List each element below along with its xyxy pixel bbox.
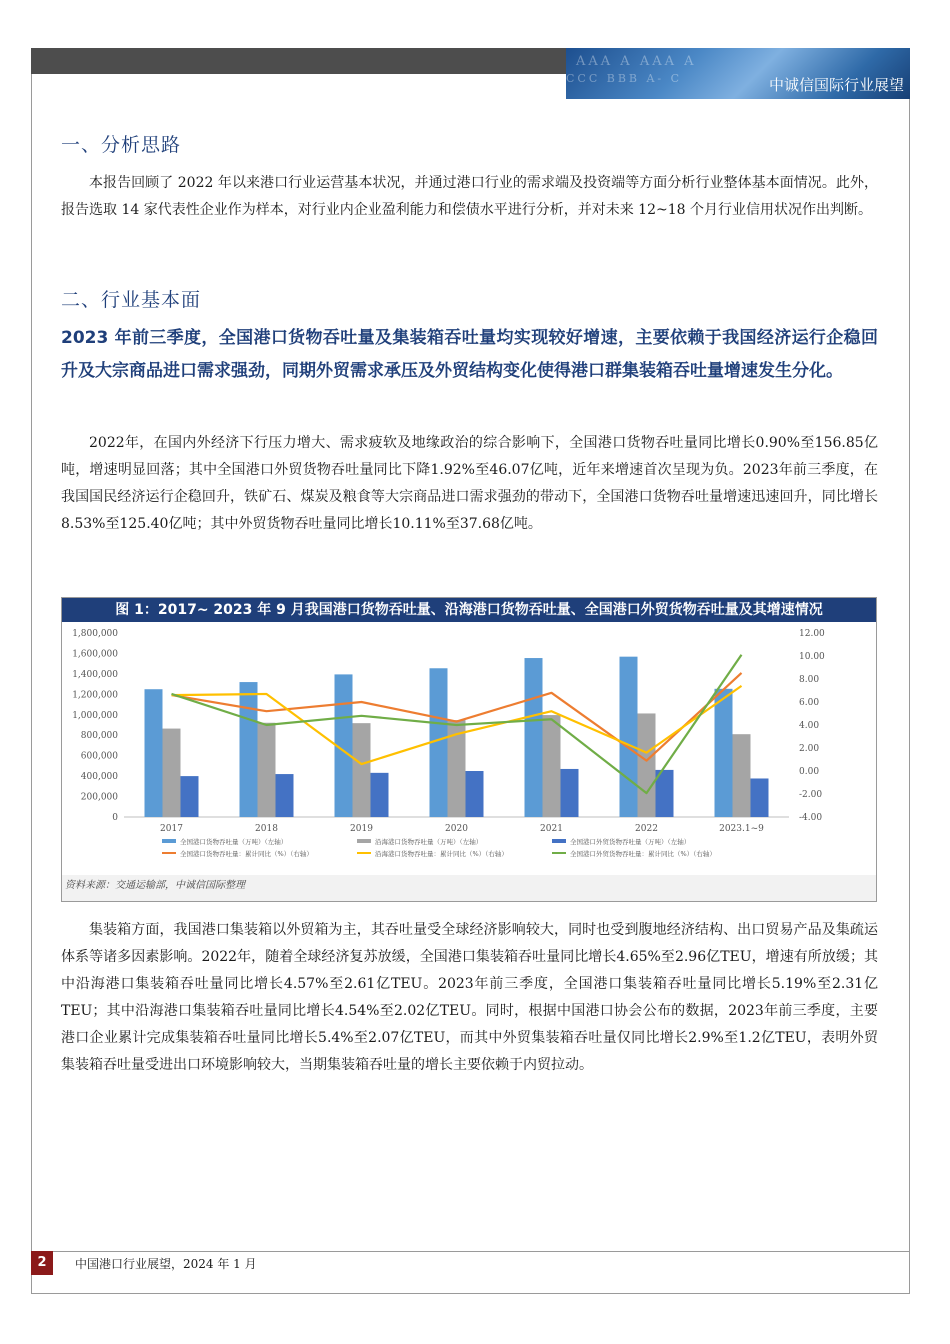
banner-decoration-2: CCC BBB A- C	[566, 72, 683, 85]
figure-source: 资料来源：交通运输部，中诚信国际整理	[62, 875, 876, 901]
figure-chart	[62, 622, 876, 875]
left-axis-tick-label: 1,600,000	[72, 649, 118, 660]
legend-label: 全国港口外贸货物吞吐量：累计同比（%）（右轴）	[570, 850, 716, 858]
bar	[466, 771, 484, 817]
left-axis-tick-label: 1,000,000	[72, 710, 118, 721]
bar	[276, 774, 294, 817]
left-axis-tick-label: 400,000	[80, 772, 118, 783]
right-axis-tick-label: 0.00	[799, 767, 820, 777]
left-axis-tick-label: 800,000	[80, 731, 118, 742]
bar	[145, 689, 163, 817]
x-axis-tick-label: 2022	[635, 824, 658, 834]
bar	[715, 689, 733, 817]
legend-label: 沿海港口货物吞吐量：累计同比（%）（右轴）	[375, 850, 508, 858]
right-axis-tick-label: 6.00	[799, 698, 820, 708]
x-axis-tick-label: 2019	[350, 824, 373, 834]
left-axis-tick-label: 200,000	[80, 792, 118, 803]
page-number: 2	[31, 1251, 53, 1275]
figure-title: 图 1：2017~ 2023 年 9 月我国港口货物吞吐量、沿海港口货物吞吐量、全国港口外贸货物吞吐量及其增速情况	[62, 598, 876, 622]
x-axis-tick-label: 2020	[445, 824, 468, 834]
right-axis-tick-label: -4.00	[799, 813, 823, 823]
legend-swatch	[552, 839, 566, 843]
x-axis-tick-label: 2018	[255, 824, 278, 834]
bar	[733, 734, 751, 817]
legend-swatch	[357, 839, 371, 843]
x-axis-tick-label: 2023.1~9	[719, 824, 764, 834]
left-axis-tick-label: 600,000	[80, 751, 118, 762]
footer-divider	[53, 1251, 910, 1252]
banner-decoration: AAA A AAA A	[576, 54, 697, 69]
left-axis-tick-label: 1,200,000	[72, 690, 118, 701]
footer-text: 中国港口行业展望，2024 年 1 月	[75, 1257, 257, 1271]
left-axis-tick-label: 1,400,000	[72, 669, 118, 680]
section-2-paragraph-1: 2022年，在国内外经济下行压力增大、需求疲软及地缘政治的综合影响下，全国港口货物吞吐量同比增长0.90%至156.85亿吨，增速明显回落；其中全国港口外贸货物吞吐量同比下降1.92%至46.07亿吨，近年来增速首次呈现为负。2023年前三季度，在我国国民经济运行企稳回升，铁矿石、煤炭及粮食等大宗商品进口需求强劲的带动下，全国港口货物吞吐量增速迅速回升，同比增长8.53%至125.40亿吨；其中外贸货物吞吐量同比增长10.11%至37.68亿吨。	[61, 435, 878, 532]
right-axis-tick-label: 2.00	[799, 744, 820, 754]
figure-1	[61, 597, 877, 902]
right-axis-tick-label: 12.00	[799, 629, 825, 639]
banner-title: 中诚信国际行业展望	[768, 76, 904, 94]
section-2-lead: 2023 年前三季度，全国港口货物吞吐量及集装箱吞吐量均实现较好增速，主要依赖于我国经济运行企稳回升及大宗商品进口需求强劲，同期外贸需求承压及外贸结构变化使得港口群集装箱吞吐量增速发生分化。	[61, 328, 878, 381]
bar	[620, 657, 638, 817]
bar	[181, 776, 199, 817]
left-axis-tick-label: 0	[112, 813, 118, 823]
legend-label: 全国港口货物吞吐量：累计同比（%）（右轴）	[180, 850, 313, 858]
legend-label: 全国港口货物吞吐量（万吨）（左轴）	[180, 838, 288, 846]
bar	[240, 682, 258, 817]
legend-swatch	[162, 839, 176, 843]
bar	[751, 778, 769, 817]
bar	[163, 729, 181, 817]
legend-label: 全国港口外贸货物吞吐量（万吨）（左轴）	[570, 838, 691, 846]
section-1-title: 一、分析思路	[61, 134, 182, 156]
legend-label: 沿海港口货物吞吐量（万吨）（左轴）	[375, 838, 483, 846]
bar	[638, 713, 656, 817]
section-2-paragraph-2: 集装箱方面，我国港口集装箱以外贸箱为主，其吞吐量受全球经济影响较大，同时也受到腹地经济结构、出口贸易产品及集疏运体系等诸多因素影响。2022年，随着全球经济复苏放缓，全国港口集装箱吞吐量同比增长4.65%至2.96亿TEU，增速有所放缓；其中沿海港口集装箱吞吐量同比增长4.57%至2.61亿TEU。2023年前三季度，全国港口集装箱吞吐量同比增长5.19%至2.31亿TEU；其中沿海港口集装箱吞吐量同比增长4.54%至2.02亿TEU。同时，根据中国港口协会公布的数据，2023年前三季度，主要港口企业累计完成集装箱吞吐量同比增长5.4%至2.07亿TEU，而其中外贸集装箱吞吐量仅同比增长2.9%至1.2亿TEU，表明外贸集装箱吞吐量受进出口环境影响较大，当期集装箱吞吐量的增长主要依赖于内贸拉动。	[61, 922, 878, 1073]
right-axis-tick-label: -2.00	[799, 790, 823, 800]
section-2-title: 二、行业基本面	[61, 289, 202, 311]
right-axis-tick-label: 4.00	[799, 721, 820, 731]
x-axis-tick-label: 2021	[540, 824, 563, 834]
bar	[525, 658, 543, 817]
right-axis-tick-label: 8.00	[799, 675, 820, 685]
header-banner	[566, 48, 910, 99]
bar	[258, 723, 276, 817]
bar	[353, 723, 371, 817]
bar	[371, 773, 389, 817]
right-axis-tick-label: 10.00	[799, 652, 825, 662]
section-1-paragraph: 本报告回顾了 2022 年以来港口行业运营基本状况，并通过港口行业的需求端及投资端等方面分析行业整体基本面情况。此外，报告选取 14 家代表性企业作为样本，对行业内企业盈利能力和偿债水平进行分析，并对未来 12~18 个月行业信用状况作出判断。	[61, 175, 878, 218]
x-axis-tick-label: 2017	[160, 824, 183, 834]
left-axis-tick-label: 1,800,000	[72, 629, 118, 639]
bar	[543, 715, 561, 817]
header-bar	[31, 48, 566, 74]
bar	[561, 769, 579, 817]
